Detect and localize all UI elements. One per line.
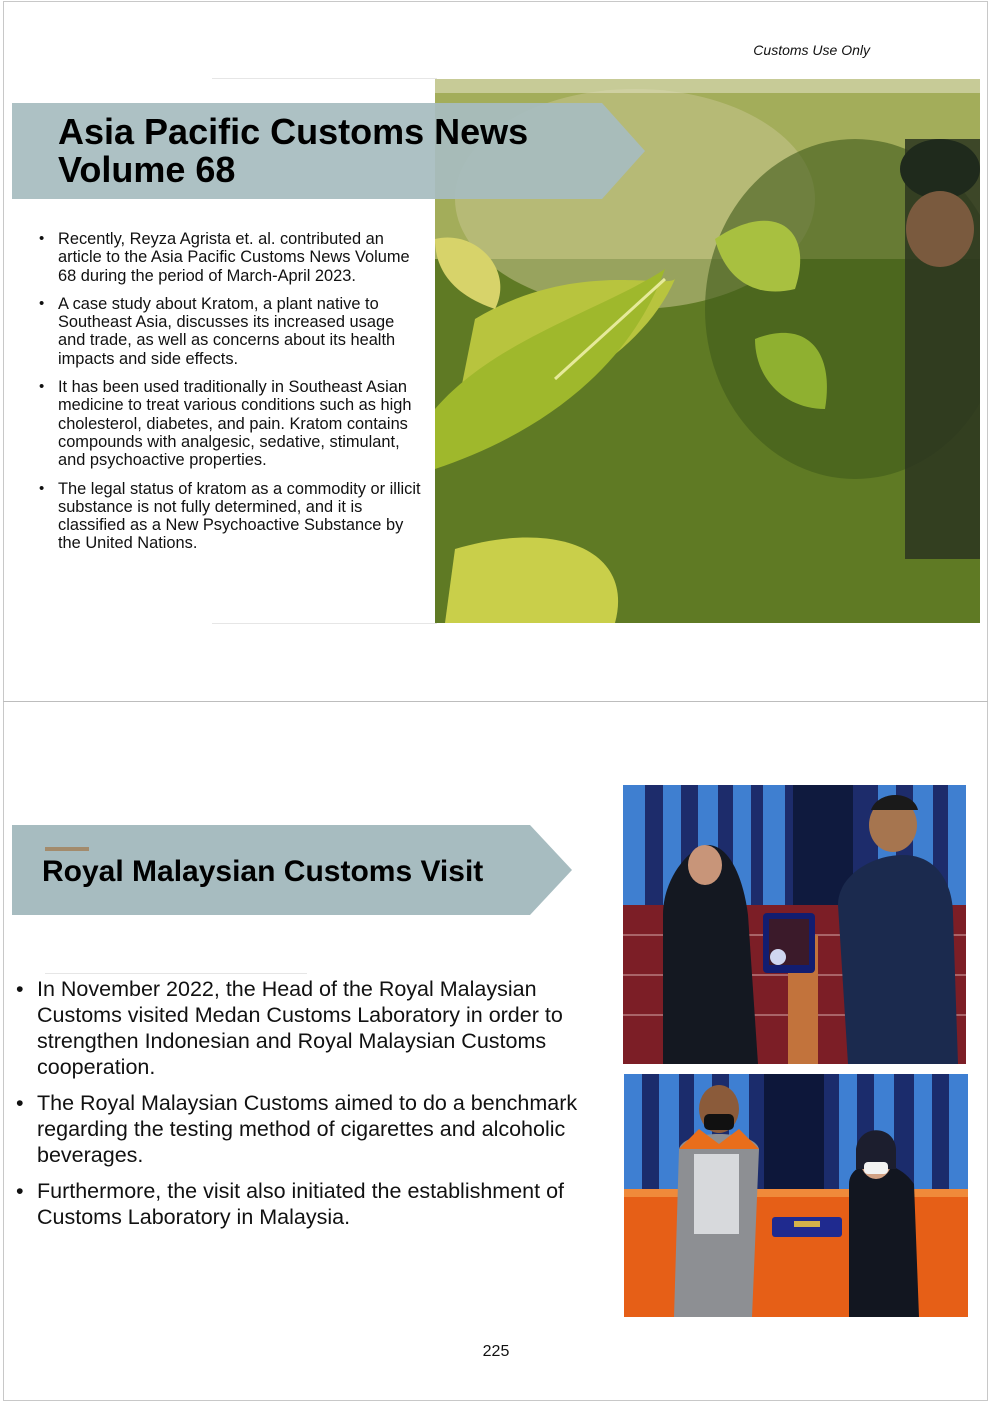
bullet-list — [34, 230, 426, 563]
section-title: Royal Malaysian Customs Visit — [42, 855, 484, 888]
list-item: • The legal status of kratom as a commodity or illicit substance is not fully determined, and it is classified as a New Psychoactive Substance by the United Nations. — [34, 480, 426, 553]
list-item: • In November 2022, the Head of the Royal Malaysian Customs visited Medan Customs Laboratory in order to strengthen Indonesian and Royal Malaysian Customs cooperation. — [12, 976, 602, 1080]
souvenir-exchange-photo-1 — [623, 785, 966, 1064]
page-title — [58, 113, 638, 189]
bullet-list — [12, 976, 602, 1240]
souvenir-exchange-photo-2 — [624, 1074, 968, 1317]
classification-label: Customs Use Only — [753, 42, 870, 58]
divider-line — [45, 973, 307, 974]
list-item: • Furthermore, the visit also initiated the establishment of Customs Laboratory in Malaysia. — [12, 1178, 602, 1230]
divider-line — [212, 78, 437, 79]
list-item: • Recently, Reyza Agrista et. al. contributed an article to the Asia Pacific Customs News Volume 68 during the period of March-April 2023. — [34, 230, 426, 285]
accent-bar — [45, 847, 89, 851]
list-item: • The Royal Malaysian Customs aimed to do a benchmark regarding the testing method of cigarettes and alcoholic beverages. — [12, 1090, 602, 1168]
page-title-line-1: Asia Pacific Customs News — [58, 111, 529, 152]
page-title-line-2: Volume 68 — [58, 149, 236, 190]
divider-line — [212, 623, 437, 624]
page-number: 225 — [482, 1343, 510, 1360]
slide-divider — [3, 701, 988, 702]
list-item: • A case study about Kratom, a plant native to Southeast Asia, discusses its increased usage and trade, as well as concerns about its health impacts and side effects. — [34, 295, 426, 368]
list-item: • It has been used traditionally in Southeast Asian medicine to treat various conditions such as high cholesterol, diabetes, and pain. Kratom contains compounds with analgesic, sedative, stimulant, and psychoactive properties. — [34, 378, 426, 469]
